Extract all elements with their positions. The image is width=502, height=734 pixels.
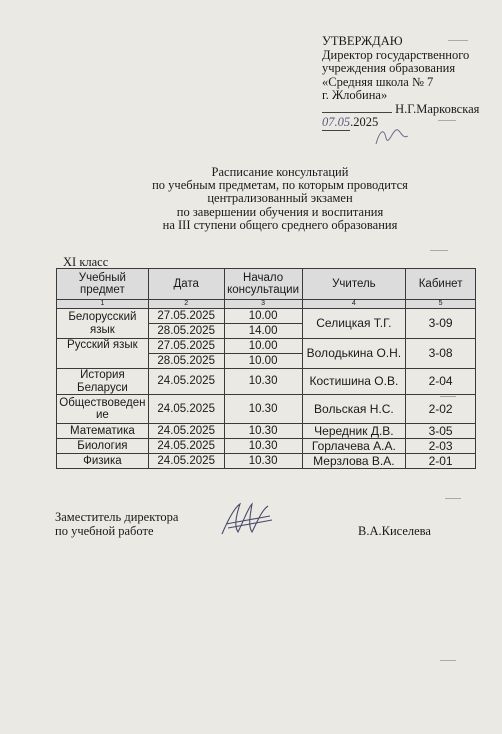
col-number: 1 (57, 300, 149, 309)
cell-room: 3-09 (406, 309, 476, 339)
cell-date: 24.05.2025 (148, 395, 224, 424)
cell-room: 3-05 (406, 424, 476, 439)
col-number: 3 (224, 300, 302, 309)
table-row (57, 424, 476, 439)
table-row (57, 439, 476, 454)
approval-line-3: «Средняя школа № 7 (322, 74, 434, 89)
title-line-1: Расписание консультаций (211, 165, 349, 179)
footer-signer: В.А.Киселева (358, 524, 431, 538)
approval-heading: УТВЕРЖДАЮ (322, 34, 403, 48)
cell-teacher: Селицкая Т.Г. (302, 309, 406, 339)
cell-subject: История Беларуси (57, 369, 149, 395)
signature-blank (322, 112, 392, 113)
scan-artifact (448, 40, 468, 41)
cell-time: 10.30 (224, 395, 302, 424)
cell-time: 10.00 (224, 309, 302, 324)
director-signature (372, 124, 412, 150)
header-start: Начало консультации (224, 269, 302, 300)
cell-subject: Русский язык (57, 339, 149, 369)
cell-subject: Белорусский язык (57, 309, 149, 339)
scan-artifact (440, 660, 456, 661)
title-line-4: по завершении обучения и воспитания (176, 204, 384, 219)
col-number: 5 (406, 300, 476, 309)
cell-teacher: Вольская Н.С. (302, 395, 406, 424)
cell-time: 10.30 (224, 424, 302, 439)
cell-time: 14.00 (224, 324, 302, 339)
cell-date: 27.05.2025 (148, 309, 224, 324)
cell-subject: Биология (57, 439, 149, 454)
cell-teacher: Володькина О.Н. (302, 339, 406, 369)
table-row (57, 454, 476, 469)
cell-teacher: Костишина О.В. (302, 369, 406, 395)
cell-time: 10.30 (224, 454, 302, 469)
scan-artifact (445, 498, 461, 499)
cell-date: 24.05.2025 (148, 369, 224, 395)
cell-date: 24.05.2025 (148, 439, 224, 454)
cell-date: 27.05.2025 (148, 339, 224, 354)
header-room: Кабинет (406, 269, 476, 300)
header-date: Дата (148, 269, 224, 300)
table-row (57, 309, 476, 324)
table-row (57, 339, 476, 354)
approval-date-year: .2025 (350, 115, 379, 129)
footer-block (55, 510, 178, 538)
footer-line-2: по учебной работе (55, 524, 154, 538)
approval-line-1: Директор государственного (322, 47, 470, 62)
approval-signer: Н.Г.Марковская (395, 101, 480, 116)
col-number: 4 (302, 300, 406, 309)
column-number-row (57, 300, 476, 309)
approval-line-4: г. Жлобина» (322, 88, 388, 102)
cell-date: 28.05.2025 (148, 324, 224, 339)
approval-block (322, 35, 497, 131)
title-line-5: на III ступени общего среднего образования (162, 217, 398, 232)
approval-line-2: учреждения образования (322, 61, 456, 75)
cell-room: 2-03 (406, 439, 476, 454)
footer-line-1: Заместитель директора (55, 510, 179, 524)
scan-artifact (430, 250, 448, 251)
cell-room: 2-04 (406, 369, 476, 395)
approval-signer-line (322, 103, 497, 117)
scan-artifact (438, 120, 456, 121)
table-header-row (57, 269, 476, 300)
title-line-2: по учебным предметам, по которым проводится (152, 178, 408, 193)
cell-time: 10.30 (224, 369, 302, 395)
cell-teacher: Горлачева А.А. (302, 439, 406, 454)
cell-date: 28.05.2025 (148, 354, 224, 369)
cell-teacher: Мерзлова В.А. (302, 454, 406, 469)
title-line-3: централизованный экзамен (207, 191, 353, 206)
cell-room: 2-01 (406, 454, 476, 469)
header-subject: Учебный предмет (57, 269, 149, 300)
cell-room: 2-02 (406, 395, 476, 424)
cell-time: 10.00 (224, 339, 302, 354)
cell-subject: Физика (57, 454, 149, 469)
col-number: 2 (148, 300, 224, 309)
cell-room: 3-08 (406, 339, 476, 369)
table-row (57, 395, 476, 424)
header-teacher: Учитель (302, 269, 406, 300)
cell-subject: Математика (57, 424, 149, 439)
cell-teacher: Чередник Д.В. (302, 424, 406, 439)
table-row (57, 369, 476, 395)
approval-date-day: 07.05 (322, 115, 351, 129)
cell-date: 24.05.2025 (148, 424, 224, 439)
deputy-signature (218, 500, 276, 540)
class-label: XI класс (63, 255, 109, 269)
cell-subject: Обществоведение (57, 395, 149, 424)
cell-time: 10.00 (224, 354, 302, 369)
scan-artifact (440, 396, 456, 397)
cell-time: 10.30 (224, 439, 302, 454)
document-title (60, 166, 500, 232)
cell-date: 24.05.2025 (148, 454, 224, 469)
schedule-table (56, 268, 476, 469)
